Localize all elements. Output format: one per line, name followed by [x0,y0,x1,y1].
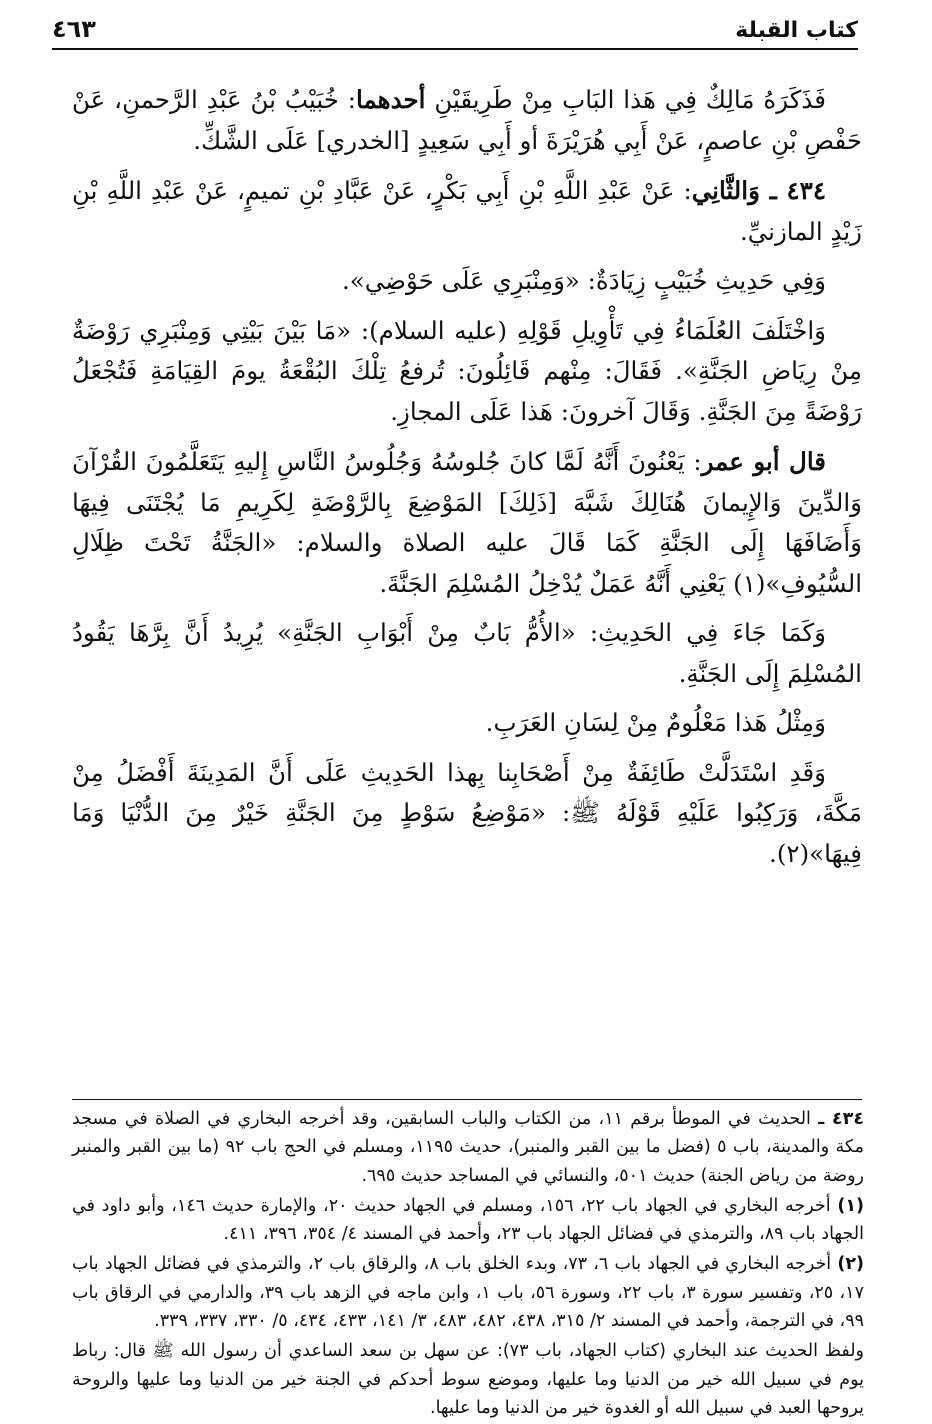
paragraph-2-text: : عَنْ عَبْدِ اللَّهِ بْنِ أَبِي بَكْرٍ، عَنْ عَبَّادِ بْنِ تميمٍ، عَنْ عَبْدِ اللَّهِ بْنِ زَيْدٍ المازنيِّ. [72,176,862,246]
footnote-434-marker: ٤٣٤ ـ [818,1109,865,1129]
footnote-2-marker: (٢) [837,1254,865,1275]
footnote-1 [72,1192,864,1249]
abu-umar-label: قال أبو عمر [701,447,826,476]
paragraph-8: وَقَدِ اسْتَدَلَّتْ طَائِفَةٌ مِنْ أَصْحَابِنا بِهذا الحَدِيثِ عَلَى أَنَّ المَدِينَةَ أَفْضَلُ مِنْ مَكَّةَ، وَرَكِبُوا عَلَيْهِ قَوْلَهُ ﷺ: «مَوْضِعُ سَوْطٍ مِنَ الجَنَّةِ خَيْرٌ مِنَ الدُّنْيَا وَمَا فِيهَا»(٢). [72,757,862,868]
paragraph-4: وَاخْتَلَفَ العُلَمَاءُ فِي تَأْوِيلِ قَوْلِهِ (عليه السلام): «مَا بَيْنَ بَيْتِي وَمِنْبَرِي رَوْضَةٌ مِنْ رِيَاضِ الجَنَّةِ». فَقَالَ: مِنْهم قَائِلُونَ: تُرفعُ تِلْكَ البُقْعَةُ يومَ القِيَامَةِ فَتُجْعَلُ رَوْضَةً مِنَ الجَنَّةِ. وَقَالَ آخرونَ: هَذا عَلَى المجازِ. [72,315,862,426]
footnote-434-text: الحديث في الموطأ برقم ١١، من الكتاب والباب السابقين، وقد أخرجه البخاري في الصلاة في مسجد مكة والمدينة، باب ٥ (فضل ما بين القبر والمنبر)، حديث ١١٩٥، ومسلم في الحج باب ٩٢ (ما بين القبر والمنبر روضة من رياض الجنة) حديث ٥٠١، والنسائي في المساجد حديث ٦٩٥. [72,1109,864,1186]
hadith-number-434: ٤٣٤ ـ وَالثَّانِي [691,176,826,205]
paragraph-7: وَمِثْلُ هَذا مَعْلُومٌ مِنْ لِسَانِ العَرَبِ. [485,708,826,737]
footnote-divider [72,1099,862,1100]
footnote-1-text: أخرجه البخاري في الجهاد باب ٢٢، ١٥٦، ومسلم في الجهاد حديث ٢٠، والإمارة حديث ١٤٦، وأبو داود في الجهاد باب ٨٩، والترمذي في فضائل الجهاد باب ٢٣، وأحمد في المسند ٤/ ٣٥٤، ٣٩٦، ٤١١. [72,1195,864,1245]
paragraph-1-keyword: أحدهما [356,85,426,114]
paragraph-5 [72,442,862,604]
footnotes [72,1105,864,1424]
paragraph-6: وَكَمَا جَاءَ فِي الحَدِيثِ: «الأُمُّ بَابٌ مِنْ أَبْوَابِ الجَنَّةِ» يُرِيدُ أَنَّ بِرَّهَا يَقُودُ المُسْلِمَ إِلَى الجَنَّةِ. [72,618,862,688]
paragraph-1 [72,80,862,161]
paragraph-3: وَفِي حَدِيثِ خُبَيْبٍ زِيَادَةٌ: «وَمِنْبَرِي عَلَى حَوْضِي». [341,266,826,295]
paragraph-1-text-a: فَذَكَرَهُ مَالِكٌ فِي هَذا البَابِ مِنْ طَرِيقَيْنِ [425,85,827,114]
footnote-1-marker: (١) [837,1195,865,1216]
footnote-434 [72,1105,864,1190]
paragraph-2 [72,171,862,252]
main-text [72,80,862,883]
running-title: كتاب القبلة [735,18,858,43]
page-header [52,14,858,50]
paragraph-5-text: : يَعْنُونَ أَنَّهُ لَمَّا كانَ جُلوسُهُ وَجُلُوسُ النَّاسِ إِليهِ يَتَعَلَّمُونَ القُرْآنَ وَالدِّينَ وَالإِيمانَ هُنَالِكَ شَبَّهَ [ذَلِكَ] المَوْضِعَ بِالرَّوْضَةِ لِكَرِيمِ مَا يُجْتَنَى فِيهَا وَأَضَافَهَا إِلَى الجَنَّةِ كَمَا قَالَ عليه الصلاة والسلام: «الجَنَّةُ تَحْتَ ظِلَالِ السُّيُوفِ»(١) يَعْنِي أَنَّهُ عَمَلٌ يُدْخِلُ المُسْلِمَ الجَنَّةَ. [72,447,862,598]
footnote-2 [72,1250,864,1335]
paragraph-1-text-b: : خُبَيْبُ بْنُ عَبْدِ الرَّحمنِ، عَنْ حَفْصِ بْنِ عاصمٍ، عَنْ أَبِي هُرَيْرَةَ أو أَبِي سَعِيدٍ [الخدري] عَلَى الشَّكِّ. [72,85,862,155]
page-number: ٤٦٣ [52,14,104,44]
footnote-2-text: أخرجه البخاري في الجهاد باب ٦، ٧٣، وبدء الخلق باب ٨، والرقاق باب ٢، والترمذي في فضائل الجهاد باب ١٧، ٢٥، وتفسير سورة ٣، باب ٢٢، وسورة ٥٦، باب ١، وابن ماجه في الزهد باب ٣٩، والدارمي في الرقاق باب ٩٩، في الترجمة، وأحمد في المسند ٢/ ٣١٥، ٤٣٨، ٤٨٢، ٤٨٣، ٣/ ١٤١، ٤٣٣، ٤٣٤، ٥/ ٣٣٠، ٣٣٧، ٣٣٩. [72,1254,864,1332]
footnote-2-continuation: ولفظ الحديث عند البخاري (كتاب الجهاد، باب ٧٣): عن سهل بن سعد الساعدي أن رسول الله ﷺ قال: رباط يوم في سبيل الله خير من الدنيا وما عليها، وموضع سوط أحدكم في الجنة خير من الدنيا وما عليها والروحة يروحها العبد في سبيل الله أو الغدوة خير من الدنيا وما عليها. [72,1341,864,1418]
